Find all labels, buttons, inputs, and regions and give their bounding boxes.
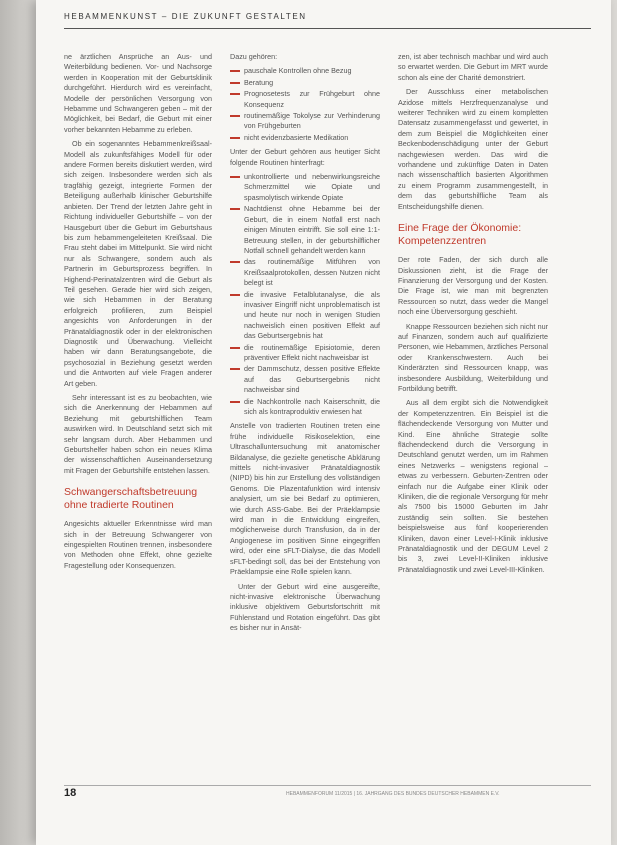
list-item: der Dammschutz, dessen positive Effekte auf das Geburtsergebnis nicht nachweisbar sind [230,364,380,395]
paragraph: Knappe Ressourcen beziehen sich nicht nur auf Finanzen, sondern auch auf qualifizierte Personen, wie Hebammen, ärztliches Personal oder Krankenschwestern. Auch bei Kinderärzten sind Ressourcen knapp, was insbesondere Ausbildung, Weiterbildung und Fortbildung betrifft. [398,321,548,393]
dash-bullet-icon [230,347,240,349]
section-subheading: Schwangerschaftsbetreuung ohne tradierte Routinen [64,486,198,511]
dash-bullet-icon [230,401,240,403]
text-column-1 [64,52,212,575]
paragraph: Ob ein sogenanntes Hebammenkreißsaal-Modell als zukunftsfähiges Modell für oder andere Formen bereits diskutiert werden, wird sich zeigen. Insbesondere werden sich als tragfähig gezeigt, integrierte Formen der Beteiligung außerhalb klinischer Geburtshilfe anbieten. Der Trend der letzten Jahre geht in Richtung individueller Geburtshilfe – von der Hausgeburt über die Geburt im Geburtshaus bis zum hebammengeleiteten Kreißsaal. Die Frau steht dabei im Mittelpunkt. Sie wird nicht nur als Schwangere, sondern auch als Partnerin im Geburtsprozess begriffen. In Highend-Perinatalzentren wird die Geburt als Teil gesehen. Gerade hier wird sich zeigen, wie sich Hebammen in der Beratung erfolgreich profilieren, zum Beispiel angesichts von Anforderungen in der Pränataldiagnostik oder in der elektronischen Diagnostik und Überwachung. Vielleicht haben wir dann Beratungsangebote, die psychosozial in Beziehung gesetzt werden und die Antworten auf viele Fragen anderer Art geben. [64,139,212,388]
footer-rule [64,785,591,786]
list-item: pauschale Kontrollen ohne Bezug [230,66,380,76]
paragraph: Der Ausschluss einer metabolischen Azidose mittels Herzfrequenzanalyse und weiterer Techniken wird zu einem kompletten Datensatz zusammengefasst und gewertet, in dem zum Beispiel die Möglichkeiten einer Beckenbodenschädigung unter der Geburt nachgewiesen werden. Das wird die vorhandene und zukünftige Daten in Daten nach wissenschaftlich basierten Algorithmen zu einem Programm zusammengestellt, in dem das geburtshilfliche Team als Entscheidungshilfe dienen. [398,87,548,211]
header-rule [64,28,591,29]
paragraph: Anstelle von tradierten Routinen treten eine frühe individuelle Risikoselektion, eine Ultraschalluntersuchung mit anatomischer Bildanalyse, die gezielte genetische Abklärung mittels nicht-invasiver Pränataldiagnostik (NIPD) bis hin zur Erstellung des vollständigen Genoms. Die Plazentafunktion wird intensiv analysiert, um sie bei Bedarf zu optimieren, wie durch ASS-Gabe. Bei der Präeklampsie wird man in die Entwicklung eingreifen, möglicherweise durch Transfusion, da in der Angiogenese im positiven Sinne eingegriffen wird, oder eine sFLT-Dialyse, die das Modell sFLT-bedingt soll, das bei der Entstehung von Präeklampsie eine Rolle spielen kann. [230,421,380,577]
bullet-list-routines-birth [230,172,380,417]
section-subheading: Eine Frage der Ökonomie: Kompetenzzentren [398,222,522,247]
running-header: HEBAMMENKUNST – DIE ZUKUNFT GESTALTEN [64,12,307,21]
text-column-3 [398,52,548,579]
page-number: 18 [64,787,77,799]
list-item: unkontrollierte und nebenwirkungsreiche Schmerzmittel wie Opiate und spasmolytisch wirkende Opiate [230,172,380,203]
dash-bullet-icon [230,176,240,178]
list-item: Beratung [230,78,380,88]
paragraph: Unter der Geburt wird eine ausgereifte, nicht-invasive elektronische Überwachung inklusive objektivem Geburtsfortschritt mit Fühlenstand und Rotation eingeführt. Das gibt es bisher nur in Ansät- [230,581,380,633]
paragraph: Sehr interessant ist es zu beobachten, wie sich die Anerkennung der Hebammen auf Beziehung mit geburtshilflichen Team auswirken wird. In Deutschland setzt sich mit sehr langsam durch. Aber Hebammen und Geburtshelfer haben schon ein neues Klima der wissenschaftlichen Auseinandersetzung mit Fragen der Geburtshilfe entstehen lassen. [64,393,212,475]
paragraph: ne ärztlichen Ansprüche an Aus- und Weiterbildung bedienen. Vor- und Nachsorge werden in Kooperation mit der Geburtsklinik durchgeführt. Hierdurch wird es vereinfacht, Modelle der persönlichen Versorgung von Hebamme und Schwangeren geben – mit der Möglichkeit, bei Bedarf, die Geburt mit einer vorher bekannten Hebamme zu erleben. [64,52,212,134]
magazine-page [36,0,611,845]
dash-bullet-icon [230,82,240,84]
list-item: routinemäßige Tokolyse zur Verhinderung von Frühgeburten [230,111,380,132]
dash-bullet-icon [230,93,240,95]
dash-bullet-icon [230,115,240,117]
list-item: die Nachkontrolle nach Kaiserschnitt, die sich als kontraproduktiv erwiesen hat [230,397,380,418]
list-item: nicht evidenzbasierte Medikation [230,133,380,143]
list-item: Nachtdienst ohne Hebamme bei der Geburt, die in einem Notfall erst nach einigen Minuten eintrifft. Sie soll eine 1:1-Betreuung stellen, in der geburtshilflicher Notfall schnell gehandelt werden kann [230,204,380,256]
list-item: die invasive Fetalblutanalyse, die als invasiver Eingriff nicht unproblematisch ist und heute nur noch in wenigen Studien nachweislich einen positiven Effekt auf das Geburtsergebnis hat [230,290,380,342]
list-item: die routinemäßige Episiotomie, deren präventiver Effekt nicht nachweisbar ist [230,343,380,364]
dash-bullet-icon [230,137,240,139]
dash-bullet-icon [230,261,240,263]
paragraph: Angesichts aktueller Erkenntnisse wird man sich in der Betreuung Schwangerer von eingespielten Routinen trennen, insbesondere von Methoden ohne Effekt, ohne gezielte Fragestellung oder Konsequenzen. [64,519,212,570]
dash-bullet-icon [230,368,240,370]
paragraph: Aus all dem ergibt sich die Notwendigkeit der Kompetenzzentren. Ein Beispiel ist die flächendeckende Versorgung von Mutter und Kind. Eine ähnliche Strategie sollte flächendeckend durch die Versorgung in Deutschland genutzt werden, um im Rahmen eines Netzwerks – wenigstens regional – etwas zu verbessern. Geburten-Zentren oder einfach nur die Aufgabe einer Klinik oder Kliniken, die die regionale Versorgung für mehr als 7500 bis 15000 Geburten im Jahr zuständig sein sollten. Sie bestehen beispielsweise aus fünf kooperierenden Kliniken, davon einer Level-I-Klinik inklusive Pränataldiagnostik und der DEGUM Level 2 bis 3, zwei Level-II-Kliniken inklusive Pränataldiagnostik und zwei Level-III-Kliniken. [398,398,548,574]
dash-bullet-icon [230,294,240,296]
dash-bullet-icon [230,208,240,210]
footer-source-line: HEBAMMENFORUM 11/2015 | 16. JAHRGANG DES BUNDES DEUTSCHER HEBAMMEN E.V. [286,791,500,797]
paragraph: Dazu gehören: [230,52,278,61]
list-item: das routinemäßige Mitführen von Kreißsaalprotokollen, dessen Nutzen nicht belegt ist [230,257,380,288]
paragraph: Der rote Faden, der sich durch alle Diskussionen zieht, ist die Frage der Finanzierung der Versorgung und der Kosten. Die Frage ist, wie man mit begrenzten Ressourcen so nutzt, dass weder die Mangel noch eine Überversorgung geschieht. [398,255,548,317]
text-column-2 [230,52,380,638]
list-item: Prognosetests zur Frühgeburt ohne Konsequenz [230,89,380,110]
paragraph: Unter der Geburt gehören aus heutiger Sicht folgende Routinen hinterfragt: [230,147,380,167]
page-gutter-shadow [0,0,36,845]
paragraph: zen, ist aber technisch machbar und wird auch so erwartet werden. Die Geburt im MRT wurde schon als eine der Charité demonstriert. [398,52,548,82]
bullet-list-routines-pregnancy [230,66,380,143]
dash-bullet-icon [230,70,240,72]
